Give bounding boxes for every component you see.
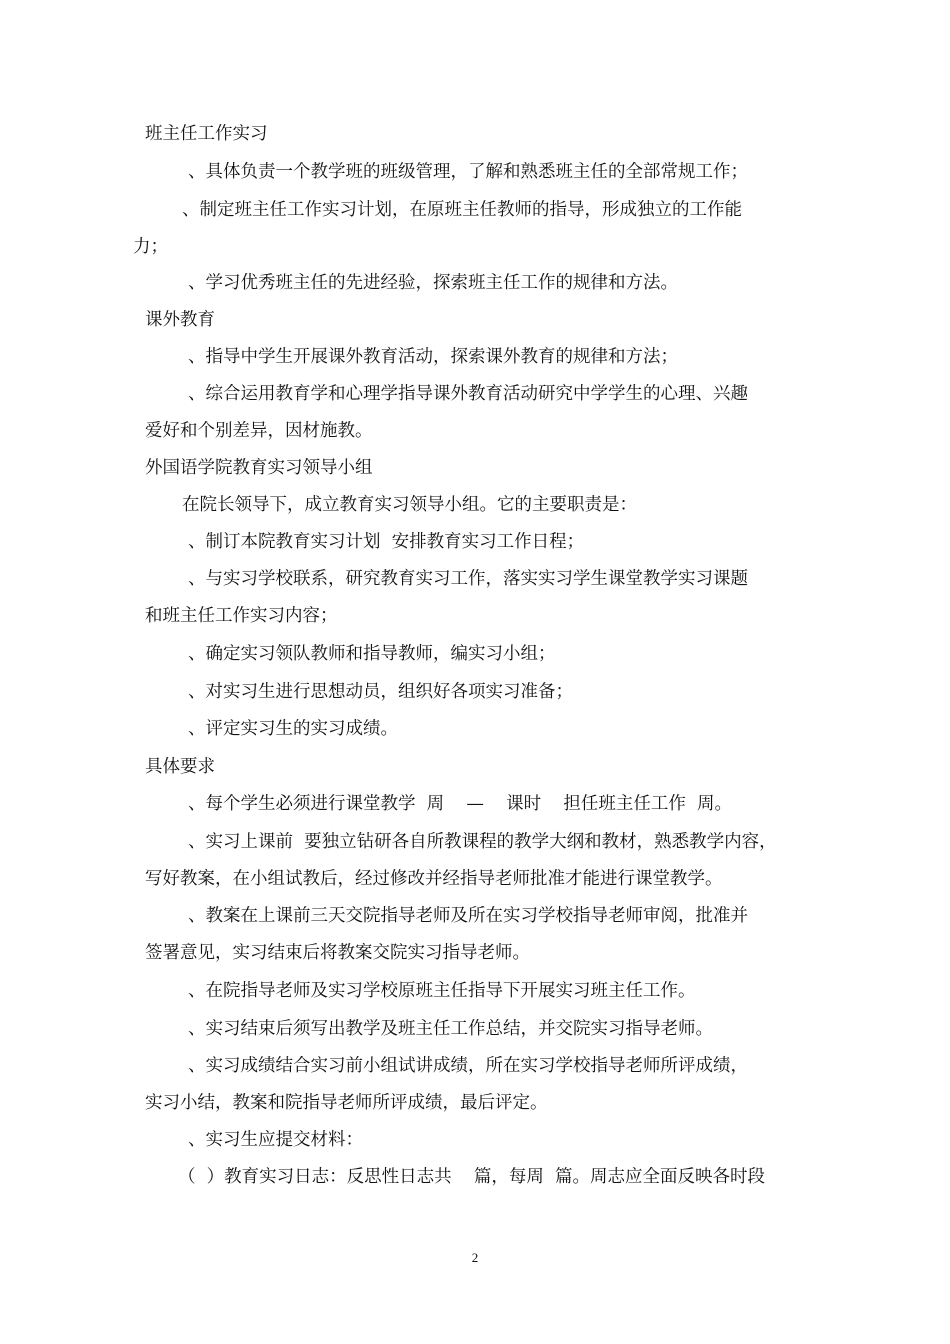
paragraph-line: 签署意见，实习结束后将教案交院实习指导老师。: [145, 943, 530, 963]
paragraph-line: 、确定实习领队教师和指导教师，编实习小组；: [188, 644, 556, 664]
paragraph-line: 、实习结束后须写出教学及班主任工作总结，并交院实习指导老师。: [188, 1019, 713, 1039]
paragraph-line: 、综合运用教育学和心理学指导课外教育活动研究中学学生的心理、兴趣: [188, 384, 748, 404]
paragraph-line: （ ）教育实习日志：反思性日志共 篇，每周 篇。周志应全面反映各时段: [178, 1167, 765, 1187]
paragraph-line: 、实习生应提交材料：: [188, 1130, 363, 1150]
section-heading: 外国语学院教育实习领导小组: [145, 458, 373, 478]
paragraph-line: 、教案在上课前三天交院指导老师及所在实习学校指导老师审阅，批准并: [188, 906, 748, 926]
paragraph-line: 、评定实习生的实习成绩。: [188, 719, 398, 739]
section-heading: 班主任工作实习: [145, 124, 268, 144]
page-number: 2: [471, 1250, 479, 1265]
paragraph-line: 、对实习生进行思想动员，组织好各项实习准备；: [188, 682, 573, 702]
paragraph-line: 、学习优秀班主任的先进经验，探索班主任工作的规律和方法。: [188, 273, 678, 293]
paragraph-line: 、制定班主任工作实习计划，在原班主任教师的指导，形成独立的工作能: [182, 200, 742, 220]
paragraph-line: 、与实习学校联系，研究教育实习工作，落实实习学生课堂教学实习课题: [188, 569, 748, 589]
paragraph-line: 、实习上课前 要独立钻研各自所教课程的教学大纲和教材，熟悉教学内容，: [188, 832, 777, 852]
section-heading: 具体要求: [145, 757, 215, 777]
paragraph-line: 写好教案，在小组试教后，经过修改并经指导老师批准才能进行课堂教学。: [145, 869, 723, 889]
paragraph-line: 、在院指导老师及实习学校原班主任指导下开展实习班主任工作。: [188, 981, 696, 1001]
paragraph-line: 和班主任工作实习内容；: [145, 606, 338, 626]
paragraph-line: 、实习成绩结合实习前小组试讲成绩，所在实习学校指导老师所评成绩，: [188, 1056, 748, 1076]
paragraph-line: 、具体负责一个教学班的班级管理，了解和熟悉班主任的全部常规工作；: [188, 162, 748, 182]
section-heading: 课外教育: [145, 310, 215, 330]
paragraph-line: 实习小结，教案和院指导老师所评成绩，最后评定。: [145, 1093, 548, 1113]
paragraph-line: 、每个学生必须进行课堂教学 周 — 课时 担任班主任工作 周。: [188, 794, 733, 814]
paragraph-line: 、指导中学生开展课外教育活动，探索课外教育的规律和方法；: [188, 347, 678, 367]
paragraph-line: 力；: [133, 237, 168, 257]
paragraph-line: 、制订本院教育实习计划 安排教育实习工作日程；: [188, 532, 585, 552]
paragraph-line: 爱好和个别差异，因材施教。: [145, 421, 373, 441]
paragraph-line: 在院长领导下，成立教育实习领导小组。它的主要职责是：: [182, 495, 637, 515]
